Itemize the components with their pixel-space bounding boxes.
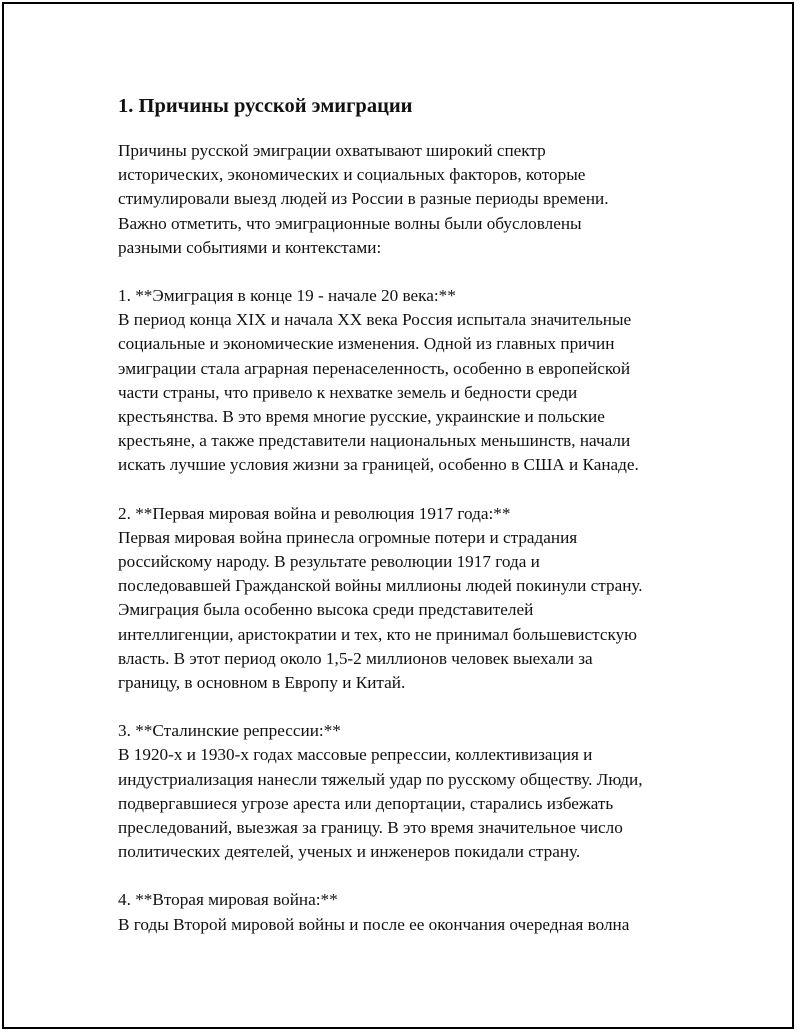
section-body: Первая мировая война принесла огромные потери и страдания российскому народу. В результате революции 1917 года и последовавшей Гражданской войны миллионы людей покинули страну. Эмиграция была особенно высока среди представителей интеллигенции, аристократии и тех, кто не принимал большевистскую власть. В этот период около 1,5-2 миллионов человек выехали за границу, в основном в Европу и Китай. <box>118 527 643 693</box>
section-heading: 2. **Первая мировая война и революция 1917 года:** <box>118 503 511 523</box>
page-title: 1. Причины русской эмиграции <box>118 95 413 117</box>
section-body: В 1920-х и 1930-х годах массовые репрессии, коллективизация и индустриализация нанесли тяжелый удар по русскому обществу. Люди, подвергавшиеся угрозе ареста или депортации, старались избежать преследований, выезжая за границу. В это время значительное число политических деятелей, ученых и инженеров покидали страну. <box>118 745 643 862</box>
section-heading: 1. **Эмиграция в конце 19 - начале 20 века:** <box>118 286 456 306</box>
section-body: В период конца XIX и начала XX века Россия испытала значительные социальные и экономические изменения. Одной из главных причин эмиграции стала аграрная перенаселенность, особенно в европейской части страны, что привело к нехватке земель и бедности среди крестьянства. В это время многие русские, украинские и польские крестьяне, а также представители национальных меньшинств, начали искать лучшие условия жизни за границей, особенно в США и Канаде. <box>118 310 639 475</box>
intro-paragraph: Причины русской эмиграции охватывают широкий спектр исторических, экономических и социальных факторов, которые стимулировали выезд людей из России в разные периоды времени. Важно отметить, что эмиграционные волны были обусловлены разными событиями и контекстами: <box>118 141 609 257</box>
section-heading: 4. **Вторая мировая война:** <box>118 890 338 910</box>
document-body <box>118 93 698 961</box>
section-2 <box>118 502 698 696</box>
section-body: В годы Второй мировой войны и после ее окончания очередная волна <box>118 914 630 934</box>
section-4 <box>118 888 698 936</box>
section-3 <box>118 719 698 864</box>
section-heading: 3. **Сталинские репрессии:** <box>118 721 341 741</box>
section-1 <box>118 284 698 478</box>
